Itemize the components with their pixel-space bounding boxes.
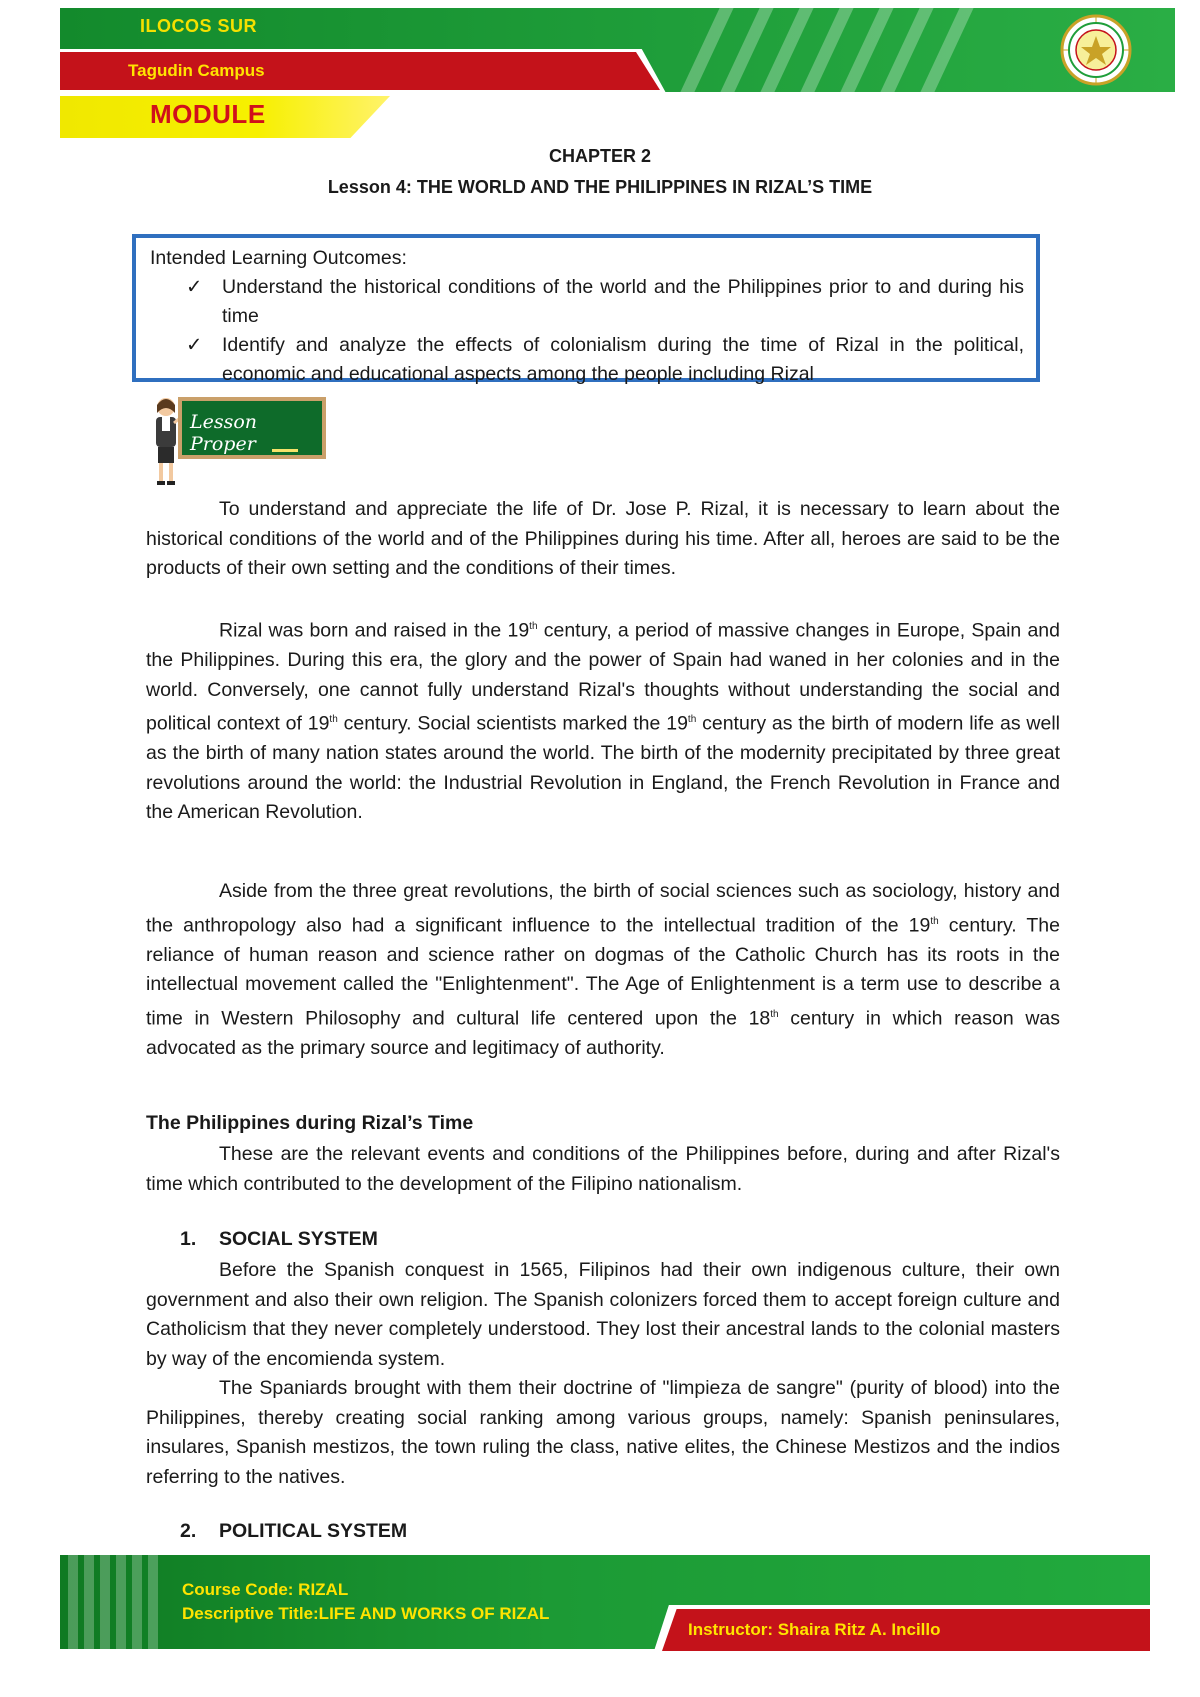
check-icon: ✓ xyxy=(186,334,203,356)
lesson-proper-board xyxy=(178,397,326,459)
lesson-proper-label: Lesson Proper xyxy=(190,411,258,455)
social-paragraph-2: The Spaniards brought with them their doctrine of "limpieza de sangre" (purity of blood) into the Philippines, thereby creating social ranking among various groups, namely: Spanish peninsulares, insulares, Spanish mestizos, the town ruling the class, native elites, the Chinese Mestizos and the indios referring to the natives. xyxy=(146,1377,1060,1488)
heading-text: POLITICAL SYSTEM xyxy=(219,1520,408,1542)
descriptive-title: Descriptive Title:LIFE AND WORKS OF RIZAL xyxy=(182,1604,550,1623)
outcomes-list xyxy=(150,273,1024,389)
heading-number: 1. xyxy=(180,1228,197,1250)
course-code: Course Code: RIZAL xyxy=(182,1580,349,1599)
lesson-title: Lesson 4: THE WORLD AND THE PHILIPPINES IN RIZAL’S TIME xyxy=(327,177,873,197)
outcomes-heading: Intended Learning Outcomes: xyxy=(150,247,407,269)
outcome-item xyxy=(150,331,1024,389)
paragraph-enlightenment: Aside from the three great revolutions, the birth of social sciences such as sociology, history and the anthropology also had a significant influence to the intellectual tradition of the 19th century. The reliance of human reason and science rather on dogmas of the Catholic Church has its roots in the intellectual movement called the "Enlightenment". The Age of Enlightenment is a term use to describe a time in Western Philosophy and cultural life centered upon the 18th century in which reason was advocated as the primary source and legitimacy of authority. xyxy=(146,880,1060,1059)
political-system-heading xyxy=(180,1520,408,1543)
chapter-title: CHAPTER 2 xyxy=(548,146,651,166)
sub-campus-name: Tagudin Campus xyxy=(128,61,265,80)
outcome-item xyxy=(150,273,1024,331)
outcome-text: Understand the historical conditions of the world and the Philippines prior to and during his time xyxy=(222,276,1024,327)
university-seal-icon xyxy=(1060,14,1132,86)
paragraph-19th-century: Rizal was born and raised in the 19th century, a period of massive changes in Europe, Spain and the Philippines. During this era, the glory and the power of Spain had waned in her colonies and in the world. Conversely, one cannot fully understand Rizal's thoughts without understanding the social and political context of 19th century. Social scientists marked the 19th century as the birth of modern life as well as the birth of many nation states around the world. The birth of the modernity precipitated by three great revolutions around the world: the Industrial Revolution in England, the French Revolution in France and the American Revolution. xyxy=(146,619,1061,823)
check-icon: ✓ xyxy=(186,276,203,298)
section-heading: The Philippines during Rizal’s Time xyxy=(146,1112,474,1134)
social-paragraph-1: Before the Spanish conquest in 1565, Filipinos had their own indigenous culture, their own government and also their own religion. The Spanish colonizers forced them to accept foreign culture and Catholicism that they never completely understood. They lost their ancestral lands to the colonial masters by way of the encomienda system. xyxy=(146,1259,1060,1370)
learning-outcomes-box xyxy=(132,234,1040,385)
outcome-text: Identify and analyze the effects of colonialism during the time of Rizal in the political, economic and educational aspects among the people including Rizal xyxy=(222,334,1024,385)
campus-name: ILOCOS SUR xyxy=(140,16,258,36)
paragraph-intro: To understand and appreciate the life of Dr. Jose P. Rizal, it is necessary to learn about the historical conditions of the world and of the Philippines during his time. After all, heroes are said to be the products of their own setting and the conditions of their times. xyxy=(146,498,1060,579)
heading-number: 2. xyxy=(180,1520,197,1542)
section-intro: These are the relevant events and conditions of the Philippines before, during and after Rizal's time which contributed to the development of the Filipino nationalism. xyxy=(146,1143,1060,1195)
instructor-name: Instructor: Shaira Ritz A. Incillo xyxy=(688,1620,941,1639)
social-system-heading xyxy=(180,1228,378,1251)
lesson-proper-badge xyxy=(148,393,328,487)
module-label: MODULE xyxy=(150,99,266,129)
heading-text: SOCIAL SYSTEM xyxy=(219,1228,378,1250)
